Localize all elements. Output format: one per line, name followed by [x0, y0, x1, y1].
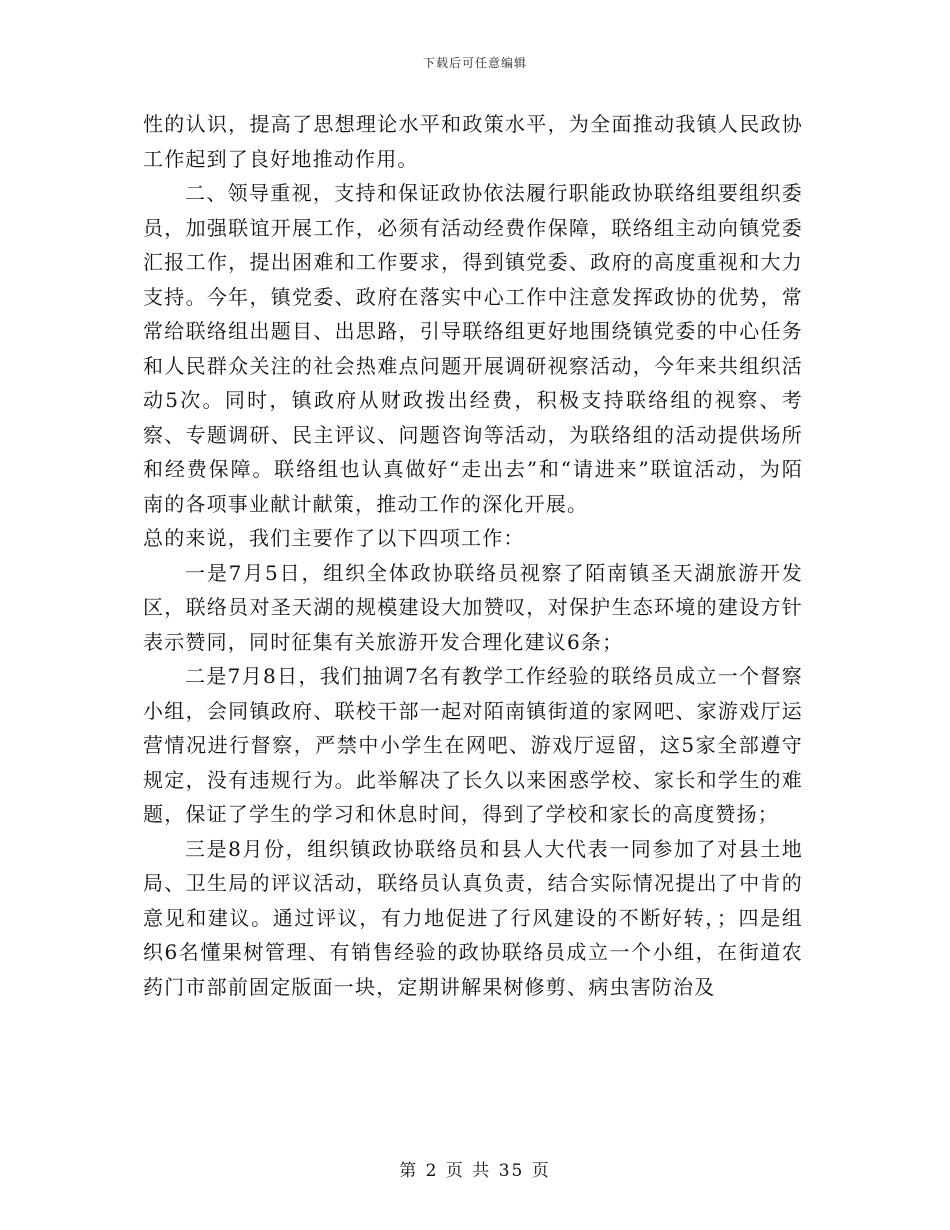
- page-number-footer: 第 2 页 共 35 页: [399, 1161, 551, 1181]
- paragraph-3: 总的来说，我们主要作了以下四项工作：: [143, 526, 525, 550]
- document-body: [143, 107, 803, 1004]
- paragraph-2: 二、领导重视，支持和保证政协依法履行职能政协联络组要组织委员，加强联谊开展工作，必须有活动经费作保障，联络组主动向镇党委汇报工作，提出困难和工作要求，得到镇党委、政府的高度重视和大力支持。今年，镇党委、政府在落实中心工作中注意发挥政协的优势，常常给联络组出题目、出思路，引导联络组更好地围绕镇党委的中心任务和人民群众关注的社会热难点问题开展调研视察活动，今年来共组织活动5次。同时，镇政府从财政拨出经费，积极支持联络组的视察、考察、专题调研、民主评议、问题咨询等活动，为联络组的活动提供场所和经费保障。联络组也认真做好“走出去”和“请进来”联谊活动，为陌南的各项事业献计献策，推动工作的深化开展。: [143, 181, 803, 516]
- paragraph-6: 三是8月份，组织镇政协联络员和县人大代表一同参加了对县土地局、卫生局的评议活动，联络员认真负责，结合实际情况提出了中肯的意见和建议。通过评议，有力地促进了行风建设的不断好转，；四是组织6名懂果树管理、有销售经验的政协联络员成立一个小组，在街道农药门市部前固定版面一块，定期讲解果树修剪、病虫害防治及: [143, 836, 803, 999]
- paragraph-1: 性的认识，提高了思想理论水平和政策水平，为全面推动我镇人民政协工作起到了良好地推动作用。: [143, 112, 803, 171]
- page-header-note: 下载后可任意编辑: [422, 56, 527, 70]
- paragraph-4: 一是7月5日，组织全体政协联络员视察了陌南镇圣天湖旅游开发区，联络员对圣天湖的规模建设大加赞叹，对保护生态环境的建设方针表示赞同，同时征集有关旅游开发合理化建议6条；: [143, 560, 803, 654]
- paragraph-5: 二是7月8日，我们抽调7名有教学工作经验的联络员成立一个督察小组，会同镇政府、联校干部一起对陌南镇街道的家网吧、家游戏厅运营情况进行督察，严禁中小学生在网吧、游戏厅逗留，这5家全部遵守规定，没有违规行为。此举解决了长久以来困惑学校、家长和学生的难题，保证了学生的学习和休息时间，得到了学校和家长的高度赞扬；: [143, 664, 803, 826]
